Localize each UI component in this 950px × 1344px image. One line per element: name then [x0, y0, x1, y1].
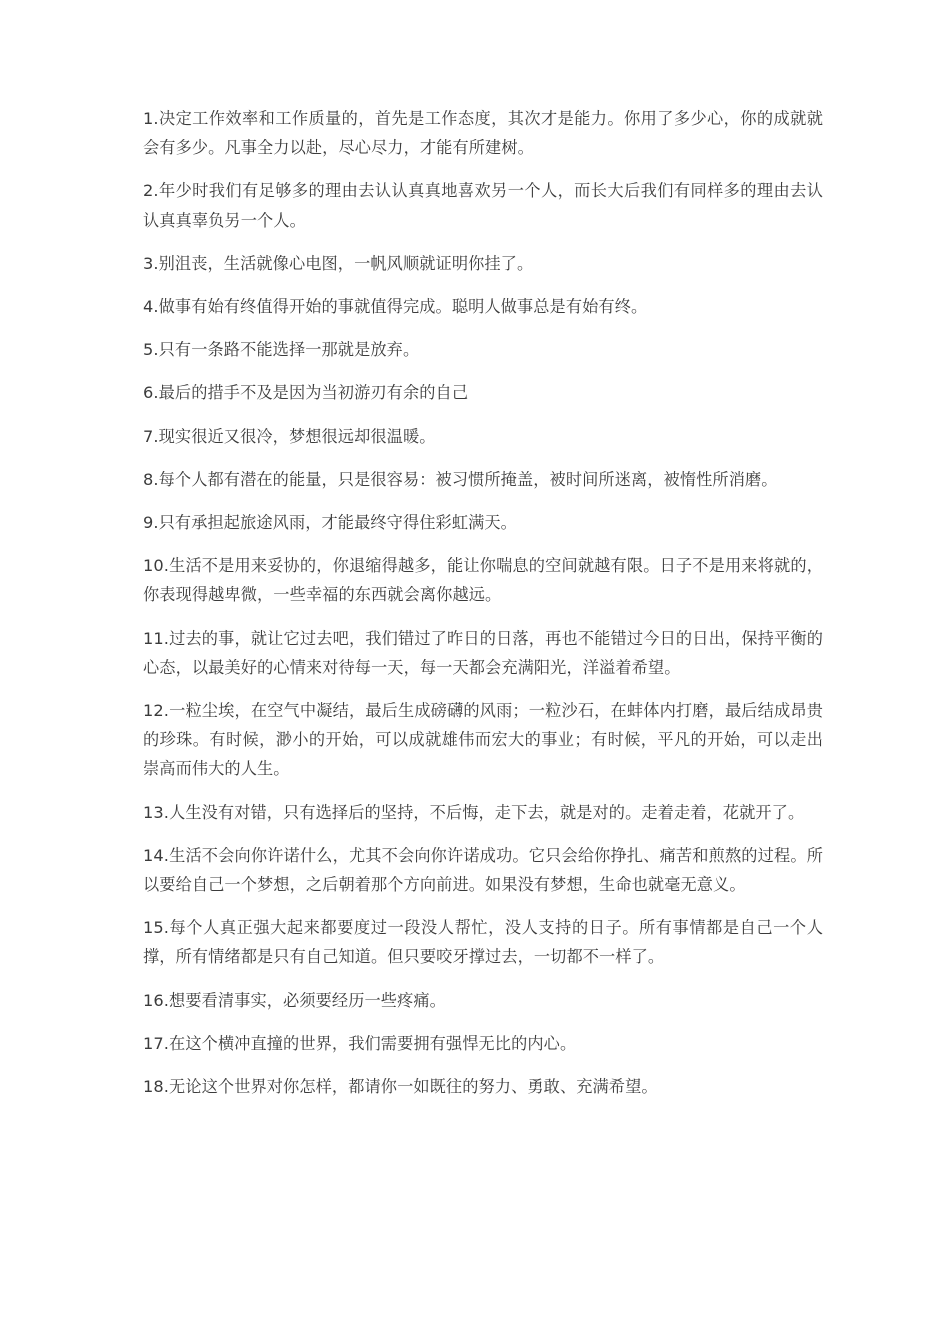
paragraph-8: 8.每个人都有潜在的能量，只是很容易：被习惯所掩盖，被时间所迷离，被惰性所消磨。: [143, 469, 778, 489]
paragraph-17: 17.在这个横冲直撞的世界，我们需要拥有强悍无比的内心。: [143, 1033, 577, 1053]
paragraph-12: 12.一粒尘埃，在空气中凝结，最后生成磅礴的风雨；一粒沙石，在蚌体内打磨，最后结成昂贵的珍珠。有时候，渺小的开始，可以成就雄伟而宏大的事业；有时候，平凡的开始，可以走出崇高而伟大的人生。: [143, 701, 823, 779]
paragraph-1: 1.决定工作效率和工作质量的，首先是工作态度，其次才是能力。你用了多少心，你的成就就会有多少。凡事全力以赴，尽心尽力，才能有所建树。: [143, 109, 823, 158]
paragraph-7: 7.现实很近又很冷，梦想很远却很温暖。: [143, 426, 436, 446]
paragraph-5: 5.只有一条路不能选择一那就是放弃。: [143, 340, 420, 360]
paragraph-4: 4.做事有始有终值得开始的事就值得完成。聪明人做事总是有始有终。: [143, 297, 648, 317]
paragraph-18: 18.无论这个世界对你怎样，都请你一如既往的努力、勇敢、充满希望。: [143, 1077, 658, 1097]
article-body: [143, 104, 823, 1101]
paragraph-2: 2.年少时我们有足够多的理由去认认真真地喜欢另一个人，而长大后我们有同样多的理由去认认真真辜负另一个人。: [143, 181, 823, 230]
paragraph-11: 11.过去的事，就让它过去吧，我们错过了昨日的日落，再也不能错过今日的日出，保持平衡的心态，以最美好的心情来对待每一天，每一天都会充满阳光，洋溢着希望。: [143, 628, 823, 677]
paragraph-3: 3.别沮丧，生活就像心电图，一帆风顺就证明你挂了。: [143, 253, 534, 273]
paragraph-15: 15.每个人真正强大起来都要度过一段没人帮忙，没人支持的日子。所有事情都是自己一个人撑，所有情绪都是只有自己知道。但只要咬牙撑过去，一切都不一样了。: [143, 918, 823, 967]
paragraph-13: 13.人生没有对错，只有选择后的坚持，不后悔，走下去，就是对的。走着走着，花就开了。: [143, 802, 805, 822]
paragraph-10: 10.生活不是用来妥协的，你退缩得越多，能让你喘息的空间就越有限。日子不是用来将就的，你表现得越卑微，一些幸福的东西就会离你越远。: [143, 556, 823, 605]
paragraph-6: 6.最后的措手不及是因为当初游刃有余的自己: [143, 383, 469, 403]
paragraph-14: 14.生活不会向你许诺什么，尤其不会向你许诺成功。它只会给你挣扎、痛苦和煎熬的过程。所以要给自己一个梦想，之后朝着那个方向前进。如果没有梦想，生命也就毫无意义。: [143, 845, 823, 895]
paragraph-16: 16.想要看清事实，必须要经历一些疼痛。: [143, 990, 446, 1010]
paragraph-9: 9.只有承担起旅途风雨，才能最终守得住彩虹满天。: [143, 513, 517, 533]
